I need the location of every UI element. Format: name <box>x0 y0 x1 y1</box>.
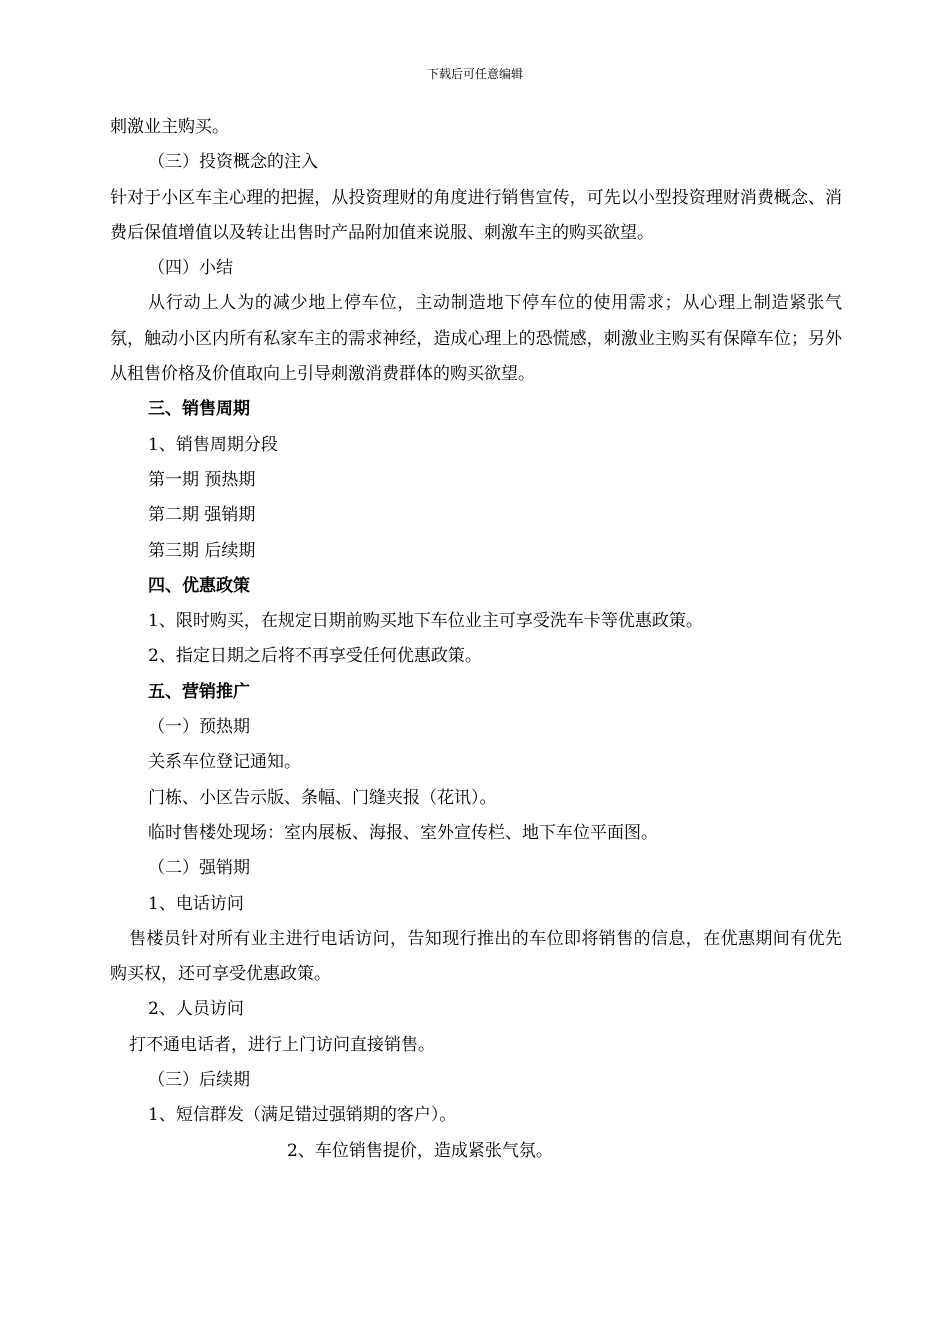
paragraph: 从行动上人为的减少地上停车位，主动制造地下停车位的使用需求；从心理上制造紧张气氛，触动小区内所有私家车主的需求神经，造成心理上的恐慌感，刺激业主购买有保障车位；另外从租售价格及价值取向上引导刺激消费群体的购买欲望。 <box>110 293 842 385</box>
list-item: 第二期 强销期 <box>148 505 256 526</box>
list-item: 2、车位销售提价，造成紧张气氛。 <box>287 1140 553 1161</box>
subsection-heading: （一）预热期 <box>148 717 250 738</box>
paragraph-line: 关系车位登记通知。 <box>148 752 301 773</box>
document-body <box>110 110 842 1169</box>
list-item: 1、限时购买，在规定日期前购买地下车位业主可享受洗车卡等优惠政策。 <box>148 611 703 632</box>
list-item: 第三期 后续期 <box>148 540 256 561</box>
subsection-heading: （二）强销期 <box>148 858 250 879</box>
paragraph-line: 2、人员访问 <box>148 999 244 1020</box>
page-header: 下载后可任意编辑 <box>426 67 523 81</box>
subsection-heading: （三）后续期 <box>148 1070 250 1091</box>
section-heading: 四、优惠政策 <box>148 575 250 596</box>
subsection-heading: （三）投资概念的注入 <box>148 152 318 173</box>
paragraph-line: 1、电话访问 <box>148 893 244 914</box>
paragraph-line: 刺激业主购买。 <box>110 117 229 137</box>
paragraph: 售楼员针对所有业主进行电话访问，告知现行推出的车位即将销售的信息，在优惠期间有优先购买权，还可享受优惠政策。 <box>110 928 842 985</box>
section-heading: 五、营销推广 <box>148 681 250 702</box>
paragraph-line: 1、销售周期分段 <box>148 434 278 455</box>
list-item: 第一期 预热期 <box>148 469 256 490</box>
paragraph-line: 门栋、小区告示版、条幅、门缝夹报（花讯）。 <box>148 787 497 808</box>
section-heading: 三、销售周期 <box>148 399 250 420</box>
subsection-heading: （四）小结 <box>148 258 233 279</box>
paragraph-line: 临时售楼处现场：室内展板、海报、室外宣传栏、地下车位平面图。 <box>148 822 658 843</box>
paragraph-line: 打不通电话者，进行上门访问直接销售。 <box>129 1034 435 1055</box>
list-item: 1、短信群发（满足错过强销期的客户）。 <box>148 1105 457 1126</box>
paragraph: 针对于小区车主心理的把握，从投资理财的角度进行销售宣传，可先以小型投资理财消费概念、消费后保值增值以及转让出售时产品附加值来说服、刺激车主的购买欲望。 <box>110 187 842 243</box>
list-item: 2、指定日期之后将不再享受任何优惠政策。 <box>148 646 482 667</box>
